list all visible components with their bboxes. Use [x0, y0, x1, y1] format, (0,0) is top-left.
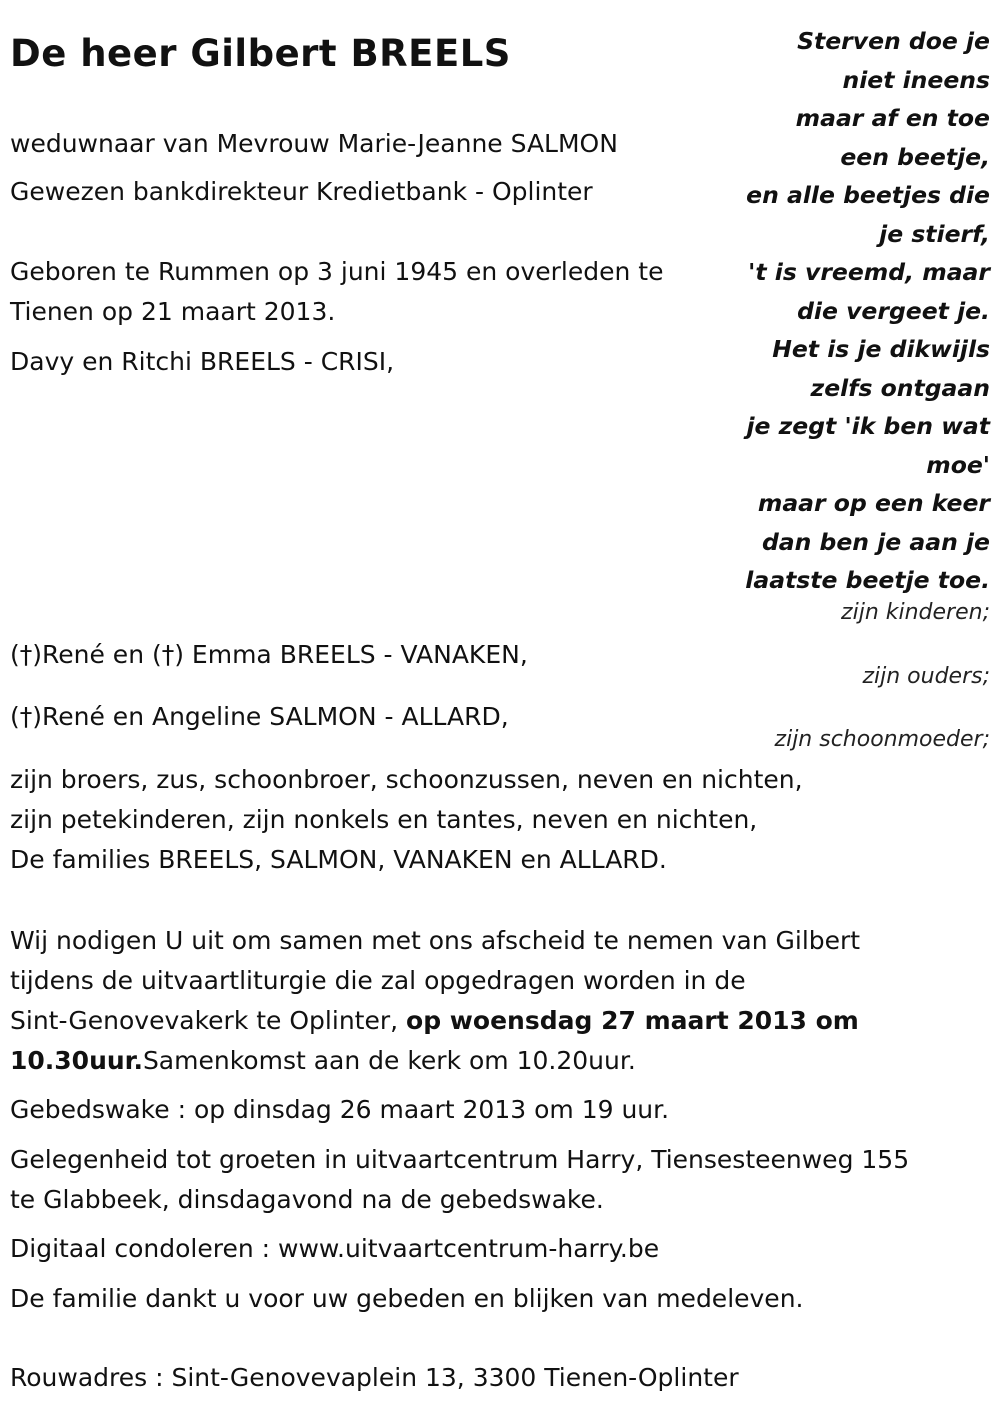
poem-line: Het is je dikwijls [772, 335, 990, 363]
poem-line: die vergeet je. [797, 296, 990, 325]
address-line: Rouwadres : Sint-Genovevaplein 13, 3300 Tienen-Oplinter [10, 1363, 739, 1392]
poem [745, 22, 990, 600]
parents-role: zijn ouders; [862, 664, 990, 689]
poem-line: moe' [926, 450, 990, 479]
invitation-line: tijdens de uitvaartliturgie die zal opgedragen worden in de [10, 966, 746, 995]
poem-line: je zegt 'ik ben wat [746, 412, 990, 440]
funeral-invitation [10, 921, 860, 1081]
extended-family-line: De families BREELS, SALMON, VANAKEN en ALLARD. [10, 845, 667, 874]
birth-line: Geboren te Rummen op 3 juni 1945 en overleden te [10, 257, 664, 286]
church-text: Sint-Genovevakerk te Oplinter, [10, 1006, 407, 1035]
spouse-line: weduwnaar van Mevrouw Marie-Jeanne SALMON [10, 129, 618, 158]
service-date: op woensdag 27 maart 2013 om [406, 1006, 859, 1035]
extended-family-line: zijn broers, zus, schoonbroer, schoonzussen, neven en nichten, [10, 765, 803, 794]
condolence-line: Digitaal condoleren : www.uitvaartcentrum-harry.be [10, 1234, 660, 1263]
poem-line: een beetje, [840, 142, 990, 171]
parents-names: (†)René en (†) Emma BREELS - VANAKEN, [10, 640, 528, 669]
death-line: Tienen op 21 maart 2013. [10, 297, 336, 326]
poem-line: maar op een keer [757, 489, 990, 517]
poem-line: maar af en toe [795, 104, 990, 132]
gathering-text: Samenkomst aan de kerk om 10.20uur. [142, 1046, 636, 1075]
thanks-line: De familie dankt u voor uw gebeden en blijken van medeleven. [10, 1284, 804, 1313]
poem-line: dan ben je aan je [761, 527, 990, 556]
service-time: 10.30uur. [10, 1046, 143, 1075]
invitation-line: Wij nodigen U uit om samen met ons afscheid te nemen van Gilbert [10, 926, 861, 955]
poem-line: je stierf, [879, 219, 990, 248]
birth-death-paragraph [10, 252, 663, 332]
greeting-line: te Glabbeek, dinsdagavond na de gebedswake. [10, 1185, 604, 1214]
poem-line: laatste beetje toe. [745, 566, 990, 594]
wake-line: Gebedswake : op dinsdag 26 maart 2013 om 19 uur. [10, 1095, 670, 1124]
extended-family-line: zijn petekinderen, zijn nonkels en tantes, neven en nichten, [10, 805, 758, 834]
greeting-paragraph [10, 1140, 909, 1220]
poem-line: en alle beetjes die [746, 181, 990, 209]
invitation-line-church [10, 1001, 860, 1041]
poem-line: 't is vreemd, maar [748, 258, 990, 286]
inlaws-names: (†)René en Angeline SALMON - ALLARD, [10, 702, 509, 731]
poem-line: zelfs ontgaan [810, 373, 990, 402]
extended-family [10, 760, 803, 880]
poem-line: Sterven doe je [797, 27, 990, 55]
inlaws-role: zijn schoonmoeder; [774, 727, 990, 752]
children-names: Davy en Ritchi BREELS - CRISI, [10, 347, 395, 376]
greeting-line: Gelegenheid tot groeten in uitvaartcentrum Harry, Tiensesteenweg 155 [10, 1145, 910, 1174]
children-role: zijn kinderen; [841, 600, 990, 625]
page-title: De heer Gilbert BREELS [10, 32, 511, 75]
profession-line: Gewezen bankdirekteur Kredietbank - Oplinter [10, 177, 593, 206]
poem-line: niet ineens [842, 65, 990, 94]
invitation-line-time [10, 1041, 860, 1081]
